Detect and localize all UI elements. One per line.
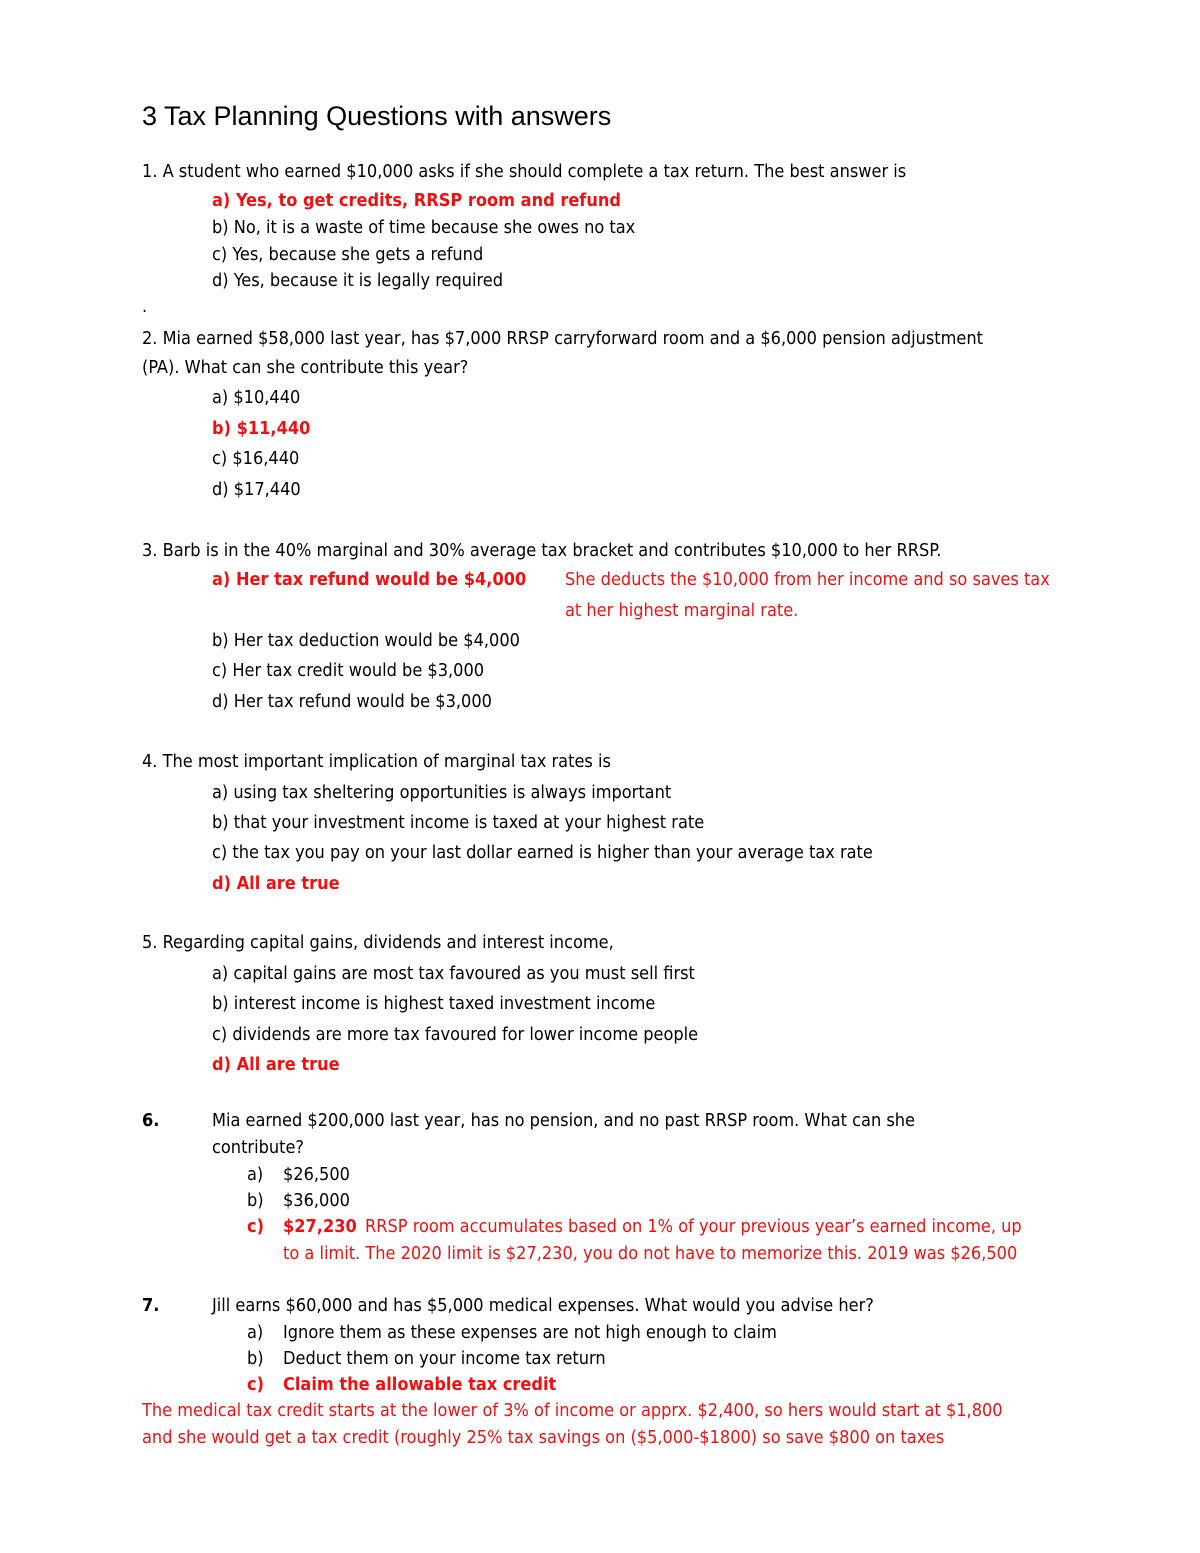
question-1-option-c: c) Yes, because she gets a refund <box>212 244 484 265</box>
question-6-answer-c-label: c) <box>247 1216 264 1237</box>
question-5-answer-d: d) All are true <box>212 1054 340 1075</box>
question-2-stem-line-1: 2. Mia earned $58,000 last year, has $7,000 RRSP carryforward room and a $6,000 pension adjustment <box>142 328 983 349</box>
question-7-explanation-line-1: The medical tax credit starts at the lower of 3% of income or apprx. $2,400, so hers would start at $1,800 <box>142 1400 1003 1421</box>
question-2-option-d: d) $17,440 <box>212 479 301 500</box>
question-6-number: 6. <box>142 1110 160 1131</box>
question-6-explanation-line-1: RRSP room accumulates based on 1% of your previous year’s earned income, up <box>365 1216 1022 1237</box>
question-6-option-b-label: b) <box>247 1190 264 1211</box>
question-6-explanation-line-2: to a limit. The 2020 limit is $27,230, you do not have to memorize this. 2019 was $26,500 <box>283 1243 1018 1264</box>
question-4-option-c: c) the tax you pay on your last dollar earned is higher than your average tax rate <box>212 842 873 863</box>
question-3-stem: 3. Barb is in the 40% marginal and 30% average tax bracket and contributes $10,000 to her RRSP. <box>142 540 942 561</box>
question-3-option-c: c) Her tax credit would be $3,000 <box>212 660 485 681</box>
question-5-option-a: a) capital gains are most tax favoured as you must sell first <box>212 963 695 984</box>
question-4-answer-d: d) All are true <box>212 873 340 894</box>
page-title: 3 Tax Planning Questions with answers <box>142 101 612 131</box>
question-3-explanation-line-1: She deducts the $10,000 from her income and so saves tax <box>565 569 1050 590</box>
question-3-explanation-line-2: at her highest marginal rate. <box>565 600 799 621</box>
question-6-option-b: $36,000 <box>283 1190 350 1211</box>
question-6-option-a: $26,500 <box>283 1164 350 1185</box>
question-5-stem: 5. Regarding capital gains, dividends and interest income, <box>142 932 614 953</box>
question-7-explanation-line-2: and she would get a tax credit (roughly 25% tax savings on ($5,000-$1800) so save $800 on taxes <box>142 1427 945 1448</box>
question-2-answer-b: b) $11,440 <box>212 418 311 439</box>
question-3-answer-a: a) Her tax refund would be $4,000 <box>212 569 527 590</box>
question-4-option-b: b) that your investment income is taxed at your highest rate <box>212 812 705 833</box>
question-7-stem: Jill earns $60,000 and has $5,000 medical expenses. What would you advise her? <box>212 1295 874 1316</box>
question-5-option-b: b) interest income is highest taxed investment income <box>212 993 656 1014</box>
question-6-option-a-label: a) <box>247 1164 264 1185</box>
question-1-answer-a: a) Yes, to get credits, RRSP room and refund <box>212 190 621 211</box>
question-1-stem: 1. A student who earned $10,000 asks if she should complete a tax return. The best answer is <box>142 161 907 182</box>
question-7-number: 7. <box>142 1295 160 1316</box>
question-7-option-a-label: a) <box>247 1322 264 1343</box>
question-3-option-d: d) Her tax refund would be $3,000 <box>212 691 492 712</box>
question-7-answer-c-label: c) <box>247 1374 264 1395</box>
question-7-option-b: Deduct them on your income tax return <box>283 1348 606 1369</box>
question-6-answer-c: $27,230 <box>283 1216 357 1237</box>
question-5-option-c: c) dividends are more tax favoured for lower income people <box>212 1024 699 1045</box>
question-2-option-a: a) $10,440 <box>212 387 301 408</box>
question-4-option-a: a) using tax sheltering opportunities is always important <box>212 782 672 803</box>
question-7-answer-c: Claim the allowable tax credit <box>283 1374 557 1395</box>
question-2-option-c: c) $16,440 <box>212 448 300 469</box>
question-1-option-b: b) No, it is a waste of time because she owes no tax <box>212 217 636 238</box>
question-6-stem-line-1: Mia earned $200,000 last year, has no pension, and no past RRSP room. What can she <box>212 1110 916 1131</box>
question-6-stem-line-2: contribute? <box>212 1137 305 1158</box>
question-1-option-d: d) Yes, because it is legally required <box>212 270 504 291</box>
question-2-stem-line-2: (PA). What can she contribute this year? <box>142 357 469 378</box>
question-7-option-b-label: b) <box>247 1348 264 1369</box>
question-4-stem: 4. The most important implication of marginal tax rates is <box>142 751 611 772</box>
question-3-option-b: b) Her tax deduction would be $4,000 <box>212 630 520 651</box>
stray-period: . <box>142 296 148 317</box>
question-7-option-a: Ignore them as these expenses are not high enough to claim <box>283 1322 777 1343</box>
